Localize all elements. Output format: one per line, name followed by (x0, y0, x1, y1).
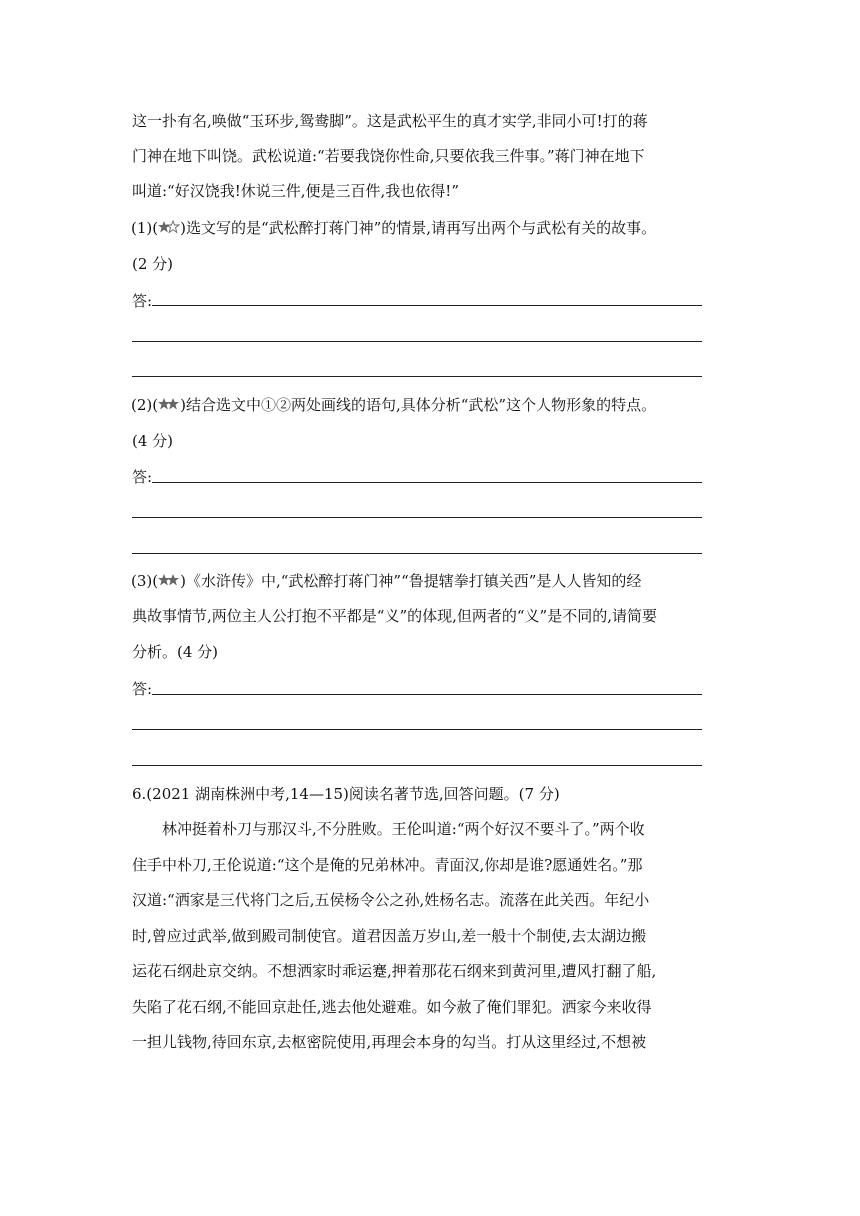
passage-line: 失陷了花石纲,不能回京赴任,逃去他处避难。如今赦了俺们罪犯。洒家今来收得 (132, 998, 652, 1016)
passage-line: 汉道:“洒家是三代将门之后,五侯杨令公之孙,姓杨名志。流落在此关西。年纪小 (132, 891, 650, 909)
answer-label: 答: (132, 292, 153, 310)
question-1: (1)( )选文写的是“武松醉打蒋门神”的情景,请再写出两个与武松有关的故事。 (131, 219, 657, 237)
question-3: (3)( )《水浒传》中,“武松醉打蒋门神”“鲁提辖拳打镇关西”是人人皆知的经 (131, 572, 642, 590)
passage-line: 叫道:“好汉饶我!休说三件,便是三百件,我也依得!” (132, 182, 459, 200)
question-points: (2 分) (132, 255, 174, 273)
passage-line: 住手中朴刀,王伦说道:“这个是俺的兄弟林冲。青面汉,你却是谁?愿通姓名。”那 (132, 856, 643, 874)
answer-line[interactable] (152, 694, 702, 695)
answer-line[interactable] (132, 341, 702, 342)
answer-label: 答: (132, 680, 153, 698)
passage-line: 这一扑有名,唤做“玉环步,鸳鸯脚”。这是武松平生的真才实学,非同小可!打的蒋 (132, 112, 648, 130)
passage-line: 运花石纲赴京交纳。不想洒家时乖运蹇,押着那花石纲来到黄河里,遭风打翻了船, (132, 962, 657, 980)
question-6-title: 6.(2021 湖南株洲中考,14—15)阅读名著节选,回答问题。(7 分) (132, 785, 560, 803)
answer-line[interactable] (132, 553, 702, 554)
answer-line[interactable] (132, 765, 702, 766)
answer-line[interactable] (132, 517, 702, 518)
question-points: (4 分) (132, 432, 174, 450)
question-number: (3)( (131, 572, 159, 590)
question-text: 典故事情节,两位主人公打抱不平都是“义”的体现,但两者的“义”是不同的,请简要 (132, 607, 657, 625)
difficulty-stars-icon (158, 397, 180, 411)
difficulty-stars-icon (158, 220, 180, 234)
answer-label: 答: (132, 468, 153, 486)
passage-line: 门神在地下叫饶。武松说道:“若要我饶你性命,只要依我三件事。”蒋门神在地下 (132, 147, 645, 165)
question-2: (2)( )结合选文中①②两处画线的语句,具体分析“武松”这个人物形象的特点。 (131, 396, 657, 414)
answer-line[interactable] (132, 729, 702, 730)
question-text: 分析。(4 分) (132, 643, 219, 661)
passage-line: 时,曾应过武举,做到殿司制使官。道君因盖万岁山,差一般十个制使,去太湖边搬 (132, 927, 647, 945)
answer-line[interactable] (152, 305, 702, 306)
question-number: (2)( (131, 396, 159, 414)
answer-line[interactable] (132, 376, 702, 377)
passage-line: 林冲挺着朴刀与那汉斗,不分胜败。王伦叫道:“两个好汉不要斗了。”两个收 (162, 820, 645, 838)
question-text: 结合选文中①②两处画线的语句,具体分析“武松”这个人物形象的特点。 (185, 396, 657, 414)
question-text: 选文写的是“武松醉打蒋门神”的情景,请再写出两个与武松有关的故事。 (185, 219, 657, 237)
answer-line[interactable] (152, 482, 702, 483)
passage-line: 一担儿钱物,待回东京,去枢密院使用,再理会本身的勾当。打从这里经过,不想被 (132, 1033, 647, 1051)
question-text: 《水浒传》中,“武松醉打蒋门神”“鲁提辖拳打镇关西”是人人皆知的经 (185, 572, 642, 590)
question-number: (1)( (131, 219, 159, 237)
difficulty-stars-icon (158, 573, 180, 587)
